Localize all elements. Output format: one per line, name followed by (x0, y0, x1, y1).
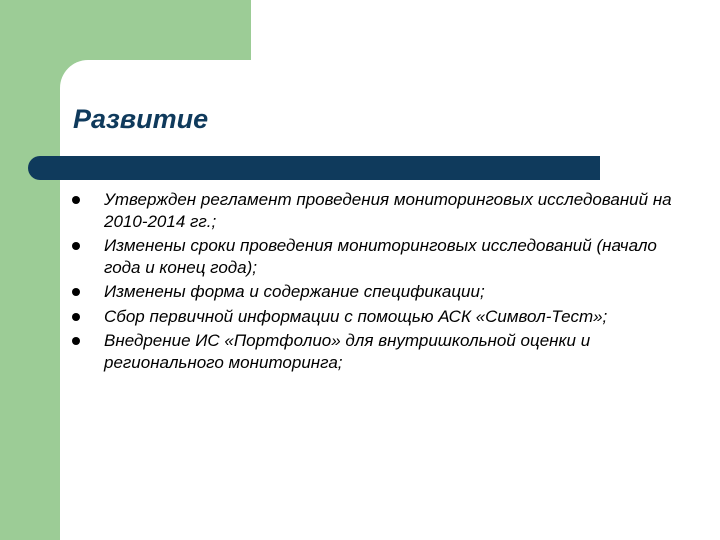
bullet-text: Внедрение ИС «Портфолио» для внутришкольной оценки и регионального мониторинга; (104, 331, 591, 372)
title-underline-bar (28, 156, 600, 180)
bullet-dot-icon (72, 196, 80, 204)
bullet-dot-icon (72, 288, 80, 296)
bullet-text: Изменены сроки проведения мониторинговых исследований (начало года и конец года); (104, 236, 657, 277)
bullet-item (72, 330, 672, 373)
bullet-text: Сбор первичной информации с помощью АСК «Символ-Тест»; (104, 306, 608, 326)
bullet-item (72, 306, 672, 328)
bullet-item (72, 235, 672, 278)
bullet-list (72, 189, 672, 376)
slide-title: Развитие (73, 104, 209, 134)
bullet-dot-icon (72, 337, 80, 345)
bullet-item (72, 189, 672, 232)
bullet-item (72, 281, 672, 303)
bullet-dot-icon (72, 242, 80, 250)
bullet-text: Утвержден регламент проведения мониторинговых исследований на 2010-2014 гг.; (104, 190, 672, 231)
bullet-text: Изменены форма и содержание спецификации; (104, 282, 485, 301)
bullet-dot-icon (72, 313, 80, 321)
